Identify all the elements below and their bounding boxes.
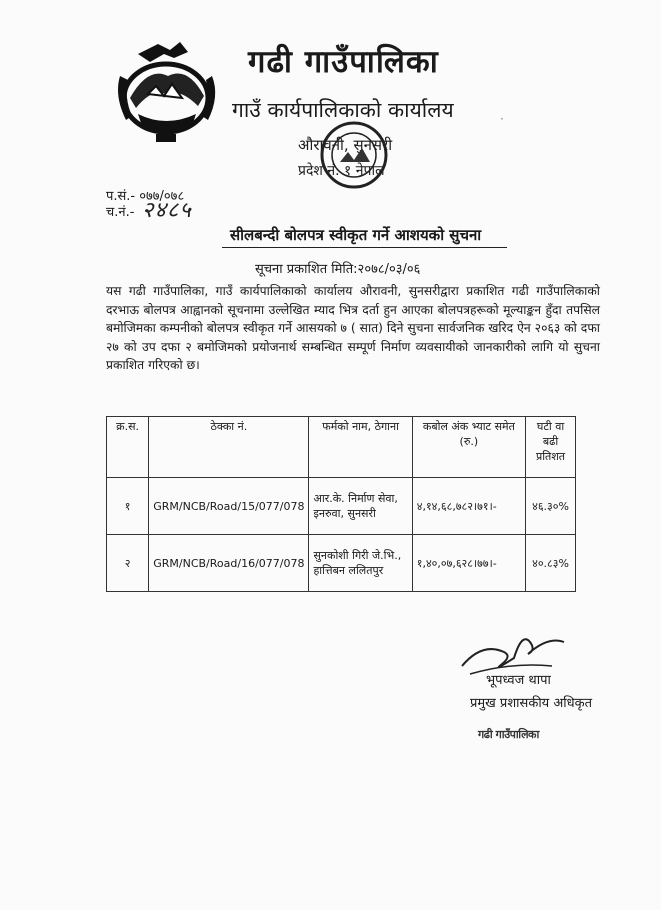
cell-contract: GRM/NCB/Road/15/077/078	[149, 478, 309, 535]
cell-firm: आर.के. निर्माण सेवा, इनरुवा, सुनसरी	[309, 478, 412, 535]
table-row	[107, 535, 576, 592]
cell-contract: GRM/NCB/Road/16/077/078	[149, 535, 309, 592]
notice-title: सीलबन्दी बोलपत्र स्वीकृत गर्ने आशयको सुचना	[230, 226, 482, 244]
publication-date: सूचना प्रकाशित मिति:२०७८/०३/०६	[255, 262, 421, 277]
header-contract: ठेक्का नं.	[149, 417, 309, 478]
dispatch-number-value: २४८५	[142, 198, 192, 223]
signature-stamp: गढी गाउँपालिका	[478, 728, 539, 741]
cell-percent: ४६.३०%	[526, 478, 576, 535]
reference-number: प.सं.- ०७७/०७८	[106, 189, 185, 204]
header-firm: फर्मको नाम, ठेगाना	[309, 417, 412, 478]
cell-firm: सुनकोशी गिरी जे.भि., हात्तिबन ललितपुर	[309, 535, 412, 592]
bid-table	[106, 416, 576, 592]
signatory-title: प्रमुख प्रशासकीय अधिकृत	[470, 696, 593, 711]
header-serial: क्र.स.	[107, 417, 149, 478]
table-header-row	[107, 417, 576, 478]
cell-serial: २	[107, 535, 149, 592]
signatory-name: भूपध्वज थापा	[486, 673, 551, 688]
office-subtitle: गाउँ कार्यपालिकाको कार्यालय	[232, 98, 454, 122]
cell-serial: १	[107, 478, 149, 535]
office-name: गढी गाउँपालिका	[248, 44, 439, 80]
municipal-emblem-icon	[108, 36, 230, 148]
header-amount: कबोल अंक भ्याट समेत (रु.)	[412, 417, 525, 478]
notice-body: यस गढी गाउँपालिका, गाउँ कार्यपालिकाको कार्यालय औरावनी, सुनसरीद्वारा प्रकाशित गढी गाउँपालिकाको दरभाऊ बोलपत्र आह्वानको सूचनामा उल्लेखित म्याद भित्र दर्ता हुन आएका बोलपत्रहरूको मूल्याङ्कन हुँदा तपसिल बमोजिमका कम्पनीको बोलपत्र स्वीकृत गर्ने आसयको ७ ( सात) दिने सुचना सार्वजनिक खरिद ऐन २०६३ को दफा २७ को उप दफा २ बमोजिमको प्रयोजनार्थ सम्बन्धित सम्पूर्ण निर्माण व्यवसायीको जानकारीको लागि यो सुचना प्रकाशित गरिएको छ।	[106, 284, 600, 372]
dispatch-number-label: च.नं.-	[106, 205, 135, 220]
margin-mark: ·	[500, 112, 504, 126]
office-province: प्रदेश नं. १ नेपाल	[298, 163, 385, 179]
header-percent: घटी वा बढी प्रतिशत	[526, 417, 576, 478]
office-stamp-icon	[318, 118, 390, 192]
cell-amount: १,४०,०७,६२८।७७।-	[412, 535, 525, 592]
cell-percent: ४०.८३%	[526, 535, 576, 592]
table-row	[107, 478, 576, 535]
office-address: औरावनी, सुनसरी	[298, 136, 393, 154]
cell-amount: ४,१४,६८,७८२।७१।-	[412, 478, 525, 535]
title-underline	[222, 247, 507, 248]
